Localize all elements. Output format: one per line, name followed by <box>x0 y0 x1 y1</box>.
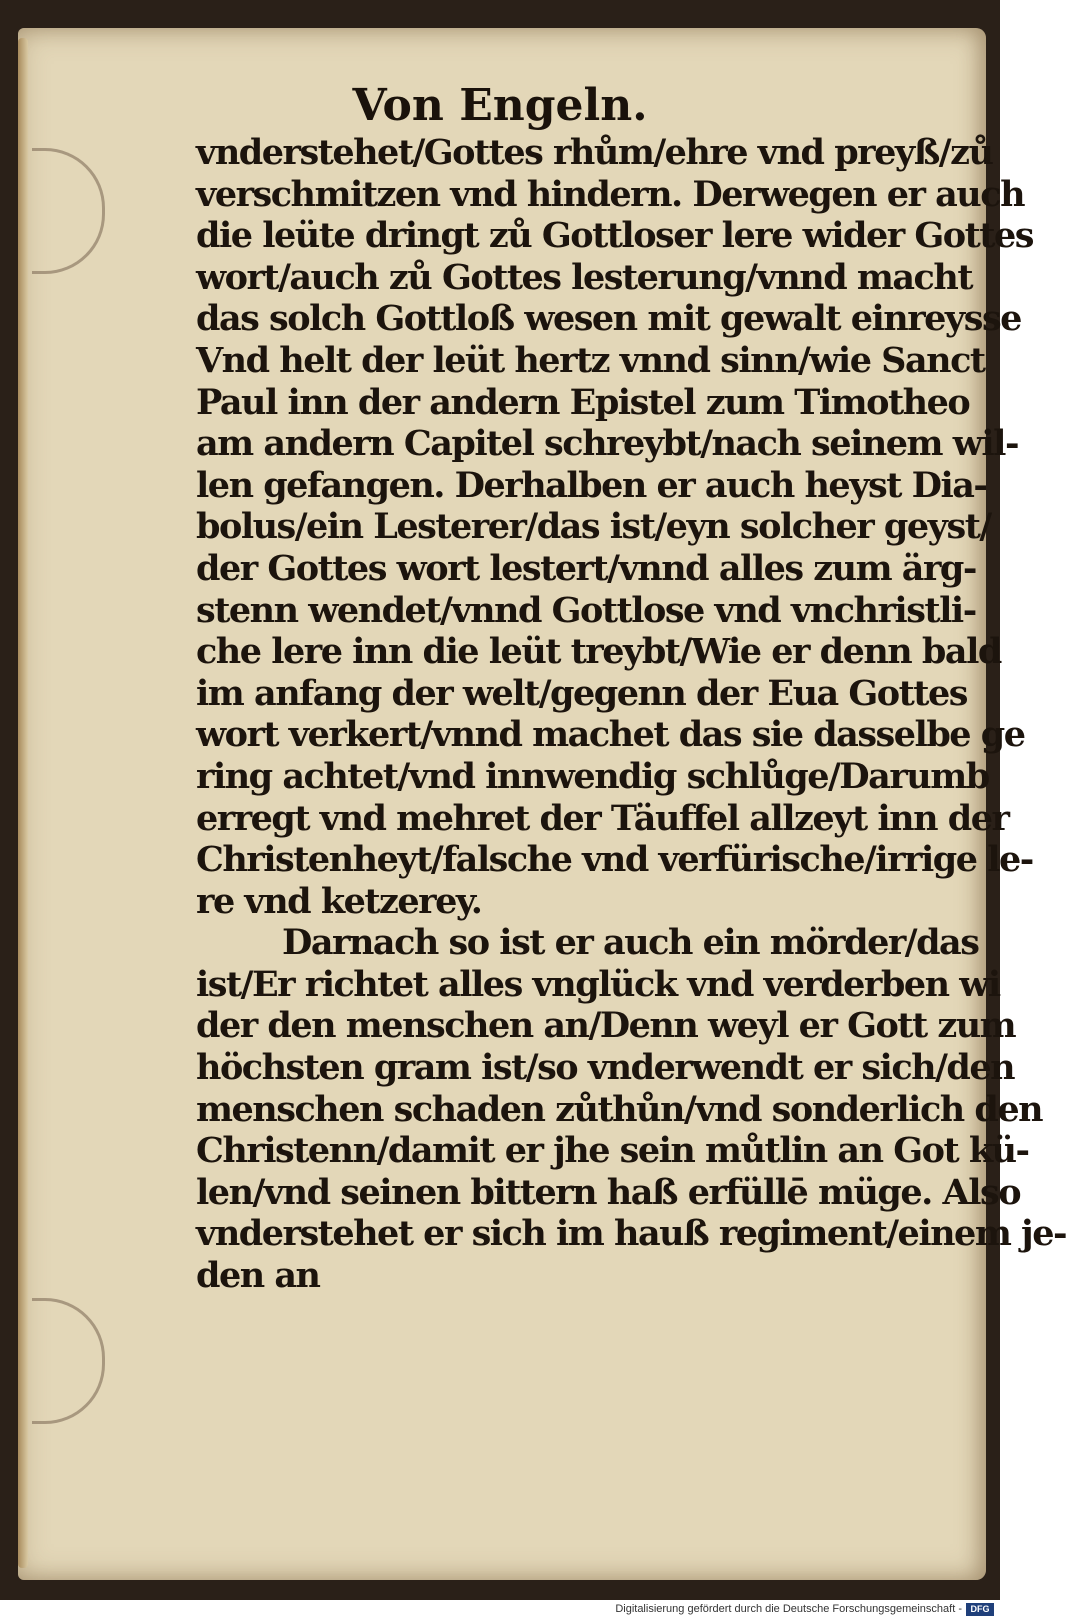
text-line: wort/auch zů Gottes lesterung/vnnd macht <box>196 256 972 298</box>
text-line: verschmitzen vnd hindern. Derwegen er auch <box>196 173 1025 215</box>
text-line: bolus/ein Lesterer/das ist/eyn solcher geyst/ <box>196 506 991 548</box>
text-line: Christenn/damit er jhe sein můtlin an Got kü- <box>196 1130 1029 1172</box>
text-line: am andern Capitel schreybt/nach seinem wil- <box>196 423 1019 465</box>
text-line: stenn wendet/vnnd Gottlose vnd vnchristli- <box>196 589 976 631</box>
text-line: len/vnd seinen bittern haß erfüllē müge. Also <box>196 1171 1021 1213</box>
dfg-logo: DFG <box>966 1603 994 1616</box>
text-line: die leüte dringt zů Gottloser lere wider Gottes <box>196 215 1033 257</box>
text-line: im anfang der welt/gegenn der Eua Gottes <box>196 672 967 714</box>
text-line: vnderstehet er sich im hauß regiment/einem je- <box>196 1213 1066 1255</box>
text-line: ring achtet/vnd innwendig schlůge/Darumb <box>196 755 989 797</box>
text-line: das solch Gottloß wesen mit gewalt einreysse <box>196 298 1021 340</box>
text-line: vnderstehet/Gottes rhům/ehre vnd preyß/zů <box>196 132 993 173</box>
text-line: menschen schaden zůthůn/vnd sonderlich den <box>196 1088 1043 1130</box>
footer-credit: Digitalisierung gefördert durch die Deutsche Forschungsgemeinschaft - <box>615 1603 962 1615</box>
clip-top <box>32 148 105 274</box>
text-line: len gefangen. Derhalben er auch heyst Dia- <box>196 464 987 506</box>
text-line: wort verkert/vnnd machet das sie dasselbe ge <box>196 714 1025 756</box>
text-line: ist/Er richtet alles vnglück vnd verderben wi <box>196 963 1000 1005</box>
clip-bottom <box>32 1298 105 1424</box>
text-line: Vnd helt der leüt hertz vnnd sinn/wie Sanct <box>196 339 985 381</box>
text-line: der den menschen an/Denn weyl er Gott zum <box>196 1005 1016 1047</box>
page-heading: Von Engeln. <box>352 80 648 131</box>
text-line: erregt vnd mehret der Täuffel allzeyt inn der <box>196 797 1009 839</box>
text-line: Paul inn der andern Epistel zum Timotheo <box>196 381 970 423</box>
text-line: Christenheyt/falsche vnd verfürische/irrige le- <box>196 839 1033 881</box>
text-line: den an <box>196 1255 320 1297</box>
text-line: che lere inn die leüt treybt/Wie er denn bald <box>196 631 1001 673</box>
text-line: höchsten gram ist/so vnderwendt er sich/den <box>196 1047 1015 1089</box>
text-line: re vnd ketzerey. <box>196 880 482 922</box>
body-text <box>196 132 1066 1297</box>
page-edge <box>18 38 28 1568</box>
text-line: Darnach so ist er auch ein mörder/das <box>282 922 979 964</box>
text-line: der Gottes wort lestert/vnnd alles zum ärg- <box>196 547 976 589</box>
